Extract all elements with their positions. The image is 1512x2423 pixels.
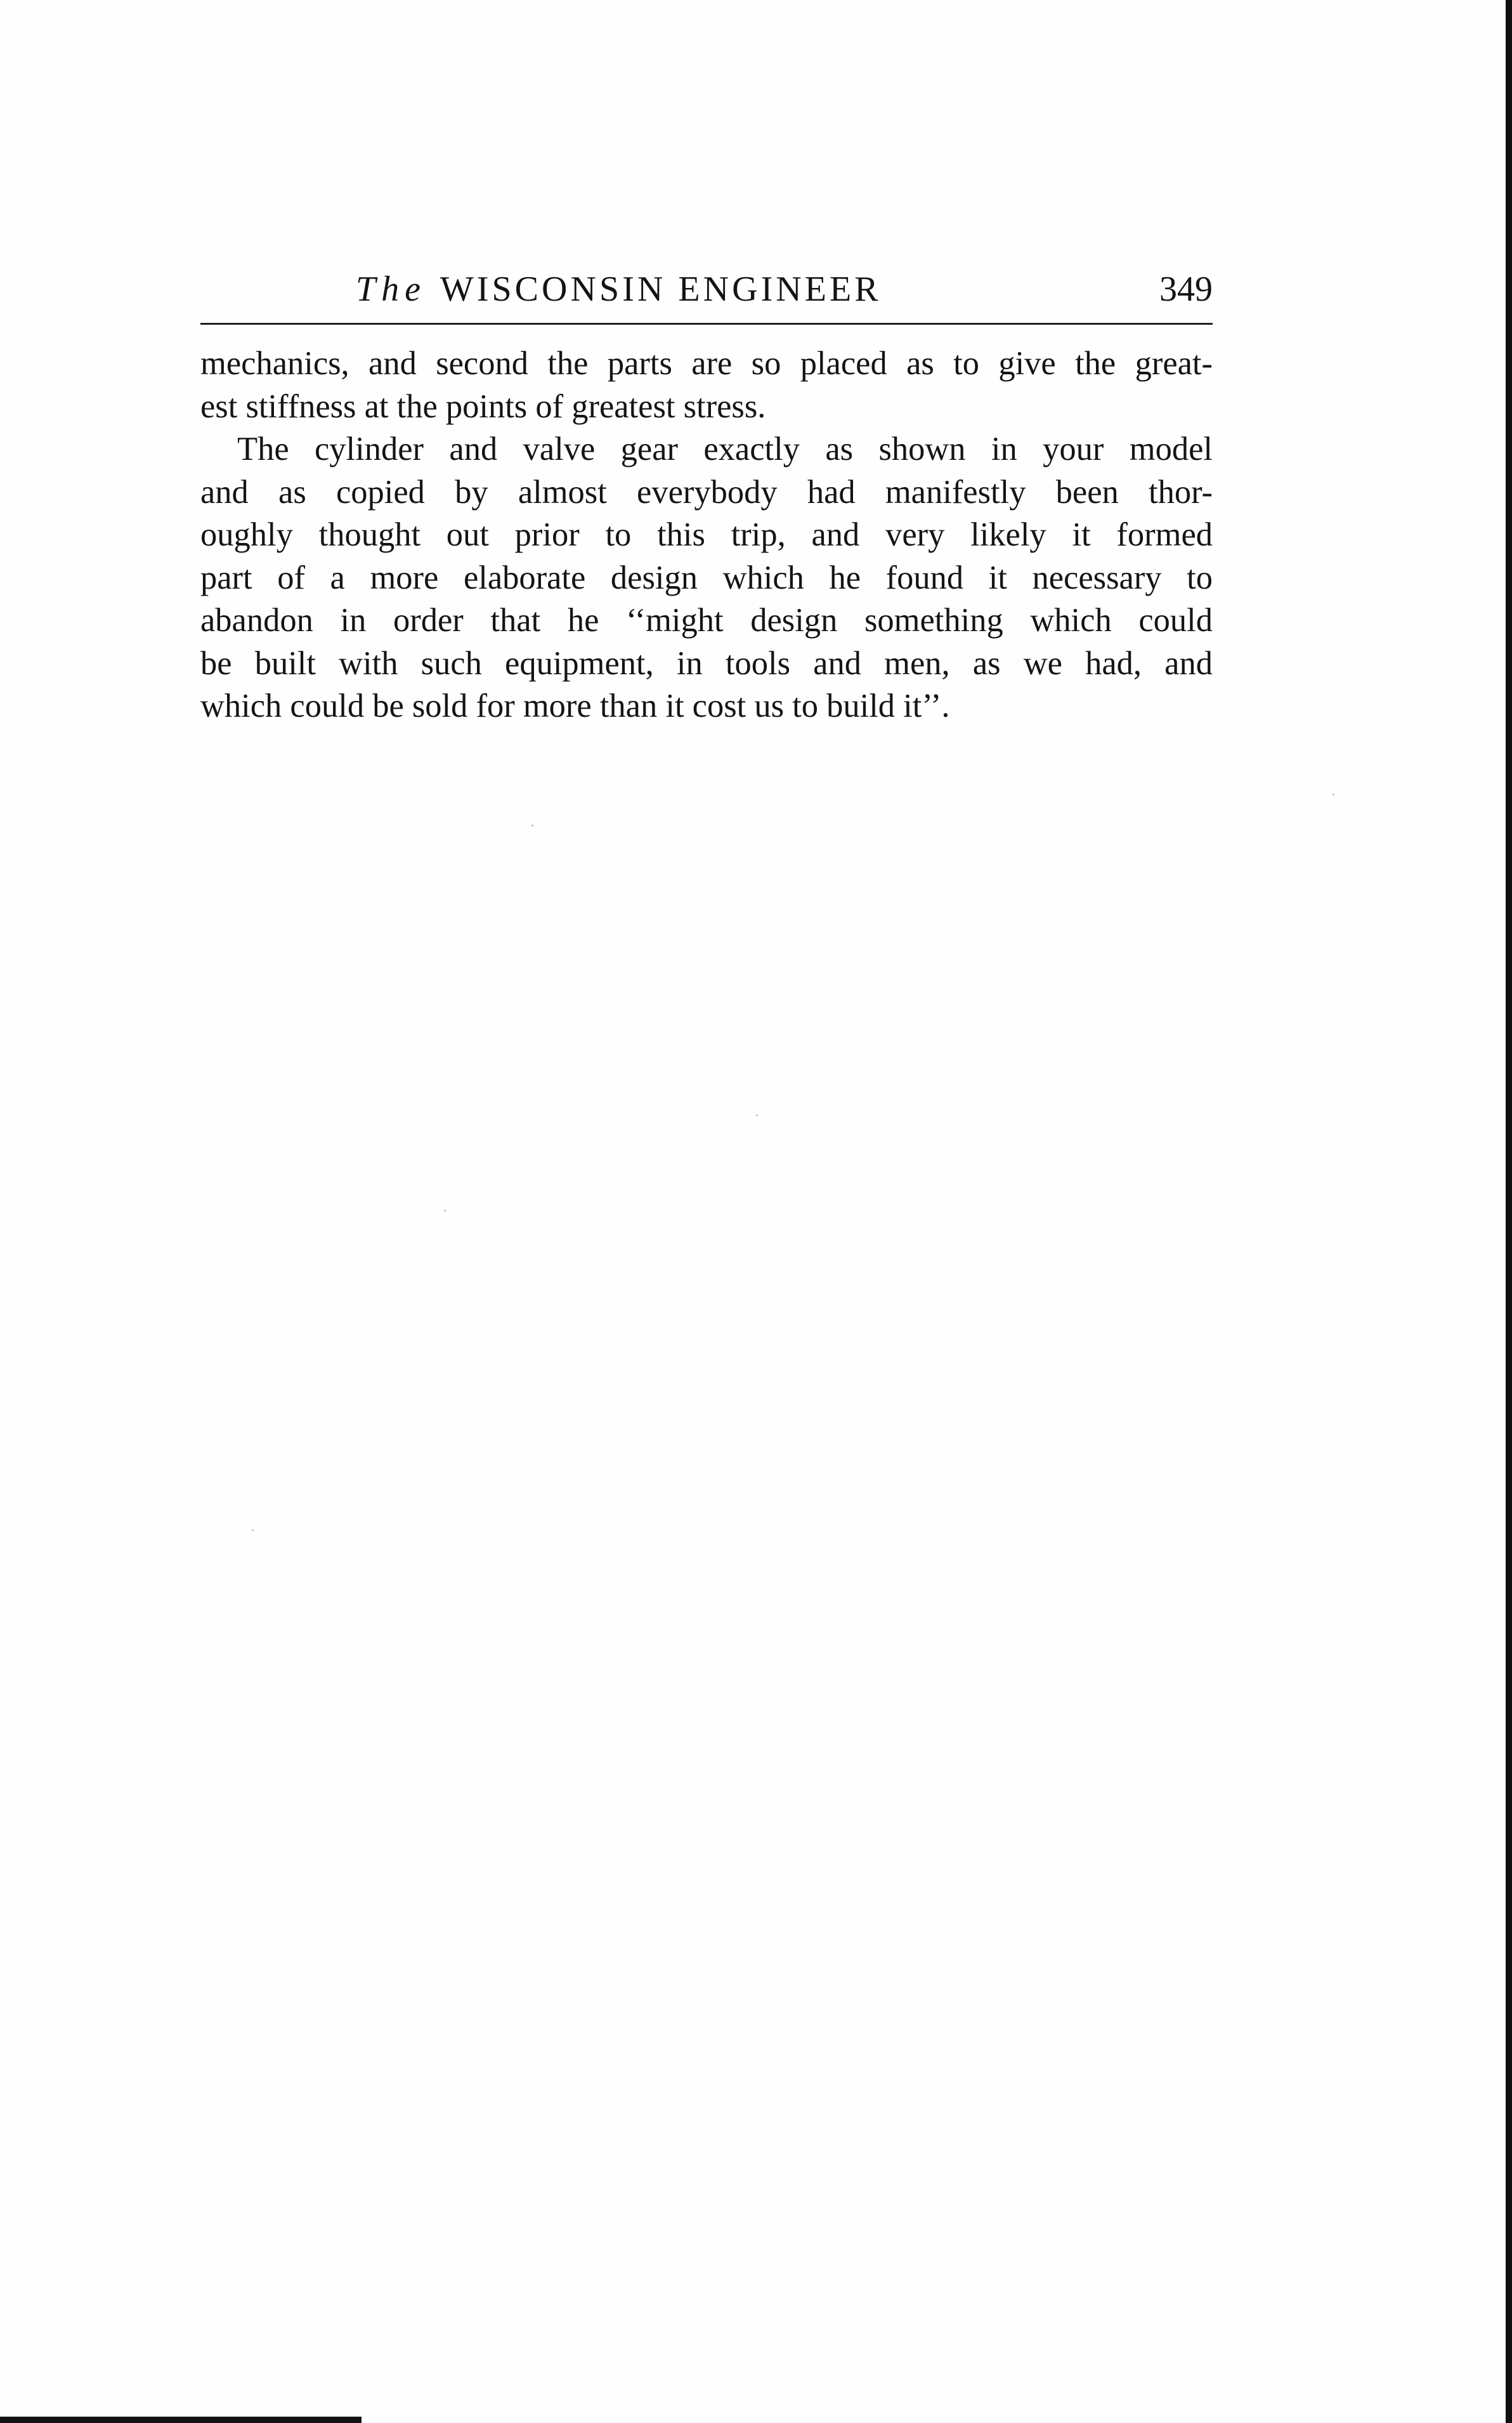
body-text [200, 343, 1213, 728]
journal-title [356, 264, 882, 315]
text-line: part of a more elaborate design which he found it necessary to [200, 559, 1213, 596]
paragraph-2 [200, 428, 1213, 728]
scan-speck [756, 1114, 758, 1116]
text-line: mechanics, and second the parts are so placed as to give the great- [200, 345, 1213, 382]
text-line: oughly thought out prior to this trip, and very likely it formed [200, 516, 1213, 553]
scan-edge-bottom [0, 2417, 362, 2423]
scan-edge-right [1506, 0, 1512, 2423]
running-head [200, 264, 1213, 315]
journal-title-main: WISCONSIN ENGINEER [440, 270, 882, 309]
text-line: and as copied by almost everybody had manifestly been thor- [200, 473, 1213, 511]
scan-speck [1333, 794, 1334, 795]
page-number: 349 [1159, 270, 1213, 309]
text-line: be built with such equipment, in tools and men, as we had, and [200, 644, 1213, 682]
scan-speck [531, 825, 533, 826]
text-line: abandon in order that he ‘‘might design something which could [200, 602, 1213, 639]
scan-speck [444, 1210, 446, 1212]
scan-speck [252, 1529, 254, 1531]
text-line: which could be sold for more than it cost us to build it’’. [200, 688, 950, 724]
text-line: The cylinder and valve gear exactly as shown in your model [237, 431, 1213, 467]
paragraph-1 [200, 343, 1213, 428]
header-rule [200, 323, 1213, 325]
text-line: est stiffness at the points of greatest stress. [200, 388, 766, 425]
journal-title-the: The [356, 270, 426, 309]
